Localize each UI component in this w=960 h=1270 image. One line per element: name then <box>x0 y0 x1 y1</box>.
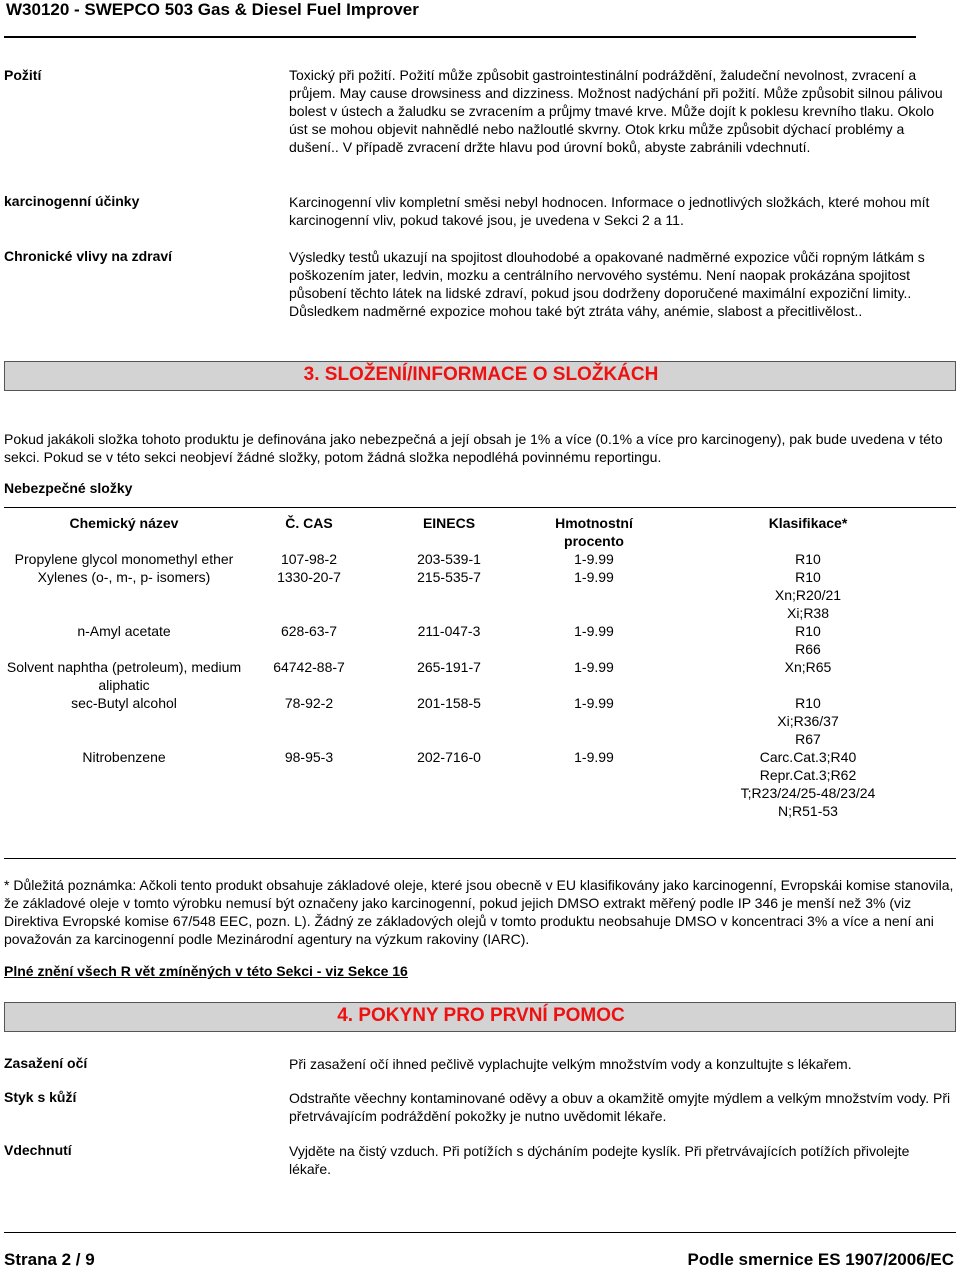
col-header-cas: Č. CAS <box>285 515 333 531</box>
class-line: T;R23/24/25-48/23/24 <box>740 785 876 801</box>
class-line: Xn;R20/21 <box>774 587 842 603</box>
text-skin-contact: Odstraňte věechny kontaminované oděvy a obuv a okamžitě omyjte mýdlem a velkým množstvím vody. Při přetrvávajícím podráždění pokožky je nutno uvědomit lékaře. <box>289 1090 951 1124</box>
table-header-row <box>4 514 952 550</box>
cell-classification <box>664 748 952 820</box>
label-eye-contact: Zasažení očí <box>4 1055 88 1071</box>
cell-classification <box>664 694 952 748</box>
class-line: R10 <box>795 695 821 711</box>
section-4-title: 4. POKYNY PRO PRVNÍ POMOC <box>337 1005 625 1026</box>
footer-rule <box>4 1232 956 1233</box>
section-3-intro: Pokud jakákoli složka tohoto produktu je definována jako nebezpečná a její obsah je 1% a více (0.1% a více pro karcinogeny), pak bude uvedena v této sekci. Pokud se v této sekci neobjeví žádné složky, potom žádná složka nepodléhá povinnému reportingu. <box>4 431 943 465</box>
cell-cas: 1330-20-7 <box>277 569 341 585</box>
cell-cas: 78-92-2 <box>284 695 334 711</box>
cell-weight: 1-9.99 <box>574 659 614 675</box>
table-row <box>4 550 952 568</box>
table-row <box>4 748 952 820</box>
text-eye-contact: Při zasažení očí ihned pečlivě vyplachujte velkým množstvím vody a konzultujte s lékařem. <box>289 1056 852 1072</box>
text-ingestion: Toxický při požití. Požití může způsobit gastrointestinální podráždění, žaludeční nevolnost, zvracení a průjem. May cause drowsiness and dizziness. Možnost nadýchání při požití. Může způsobit silnou pálivou bolest v ústech a žaludku se zvracením a průjmy tmavé krve. Může dojít k poklesu krevního tlaku. Okolo úst se mohou objevit nahnědlé nebo nažloutlé skvrny. Otok krku může způsobit dýchací problémy a dušení.. V případě zvracení držte hlavu pod úrovní boků, abyste zabránili vdechnutí. <box>289 67 943 155</box>
cell-cas: 628-63-7 <box>280 623 338 639</box>
cell-classification <box>664 658 952 694</box>
text-carcinogenic: Karcinogenní vliv kompletní směsi nebyl hodnocen. Informace o jednotlivých složkách, které mohou mít karcinogenní vliv, pokud takové jsou, je uvedena v Sekci 2 a 11. <box>289 194 930 228</box>
class-line: Xi;R38 <box>786 605 830 621</box>
cell-name: Solvent naphtha (petroleum), medium aliphatic <box>6 659 242 693</box>
cell-einecs: 265-191-7 <box>417 659 481 675</box>
cell-name: n-Amyl acetate <box>77 623 171 639</box>
cell-name: Propylene glycol monomethyl ether <box>14 551 234 567</box>
class-line: R66 <box>795 641 821 657</box>
col-header-einecs: EINECS <box>422 515 476 531</box>
text-inhalation: Vyjděte na čistý vzduch. Při potížích s dýcháním podejte kyslík. Při přetrvávajících potížích přivolejte lékaře. <box>289 1143 910 1177</box>
cell-einecs: 215-535-7 <box>417 569 481 585</box>
cell-name: Nitrobenzene <box>82 749 166 765</box>
hazardous-components-heading: Nebezpečné složky <box>4 480 133 496</box>
label-carcinogenic: karcinogenní účinky <box>4 193 140 209</box>
document-title: W30120 - SWEPCO 503 Gas & Diesel Fuel Improver <box>6 0 419 19</box>
cell-weight: 1-9.99 <box>574 551 614 567</box>
cell-einecs: 201-158-5 <box>417 695 481 711</box>
cell-cas: 64742-88-7 <box>273 659 345 675</box>
cell-weight: 1-9.99 <box>574 749 614 765</box>
col-header-weight: Hmotnostní procento <box>555 515 633 549</box>
cell-name: Xylenes (o-, m-, p- isomers) <box>37 569 211 585</box>
header-rule <box>4 36 916 38</box>
cell-classification <box>664 622 952 658</box>
table-top-rule <box>4 507 956 508</box>
table-row <box>4 568 952 622</box>
class-line: Xi;R36/37 <box>777 713 839 729</box>
cell-classification <box>664 568 952 622</box>
class-line: N;R51-53 <box>778 803 838 819</box>
label-skin-contact: Styk s kůží <box>4 1089 77 1105</box>
cell-weight: 1-9.99 <box>574 569 614 585</box>
classification-note: * Důležitá poznámka: Ačkoli tento produkt obsahuje základové oleje, které jsou obecně v EU klasifikovány jako karcinogenní, Evropskái komise stanovila, že základové oleje v tomto výrobku nemusí být označeny jako karcinogenní, pokud jejich DMSO extrakt měřený podle IP 346 je menší než 3% (viz Direktiva Evropské komise 67/548 EEC, pozn. L). Žádný ze základových olejů v tomto produktu neobsahuje DMSO v koncentraci 3% a více a není ani považován za karcinogenní podle Mezinárodní agentury na výzkum rakoviny (IARC). <box>4 877 954 947</box>
cell-einecs: 203-539-1 <box>417 551 481 567</box>
table-bottom-rule <box>4 858 956 859</box>
cell-cas: 107-98-2 <box>280 551 338 567</box>
label-chronic: Chronické vlivy na zdraví <box>4 248 173 264</box>
cell-einecs: 211-047-3 <box>417 623 481 639</box>
table-row <box>4 658 952 694</box>
class-line: Xn;R65 <box>784 659 832 675</box>
class-line: R10 <box>795 551 821 567</box>
label-ingestion: Požití <box>4 67 42 83</box>
r-phrases-reference-link[interactable]: Plné znění všech R vět zmíněných v této Sekci - viz Sekce 16 <box>4 963 408 979</box>
class-line: Repr.Cat.3;R62 <box>759 767 857 783</box>
table-row <box>4 694 952 748</box>
page-number: Strana 2 / 9 <box>4 1250 95 1269</box>
table-row <box>4 622 952 658</box>
class-line: R67 <box>795 731 821 747</box>
components-table <box>4 514 952 820</box>
section-3-header <box>4 361 956 391</box>
cell-classification <box>664 550 952 568</box>
cell-einecs: 202-716-0 <box>417 749 481 765</box>
cell-weight: 1-9.99 <box>574 623 614 639</box>
col-header-classification: Klasifikace* <box>768 515 848 531</box>
class-line: Carc.Cat.3;R40 <box>759 749 857 765</box>
label-inhalation: Vdechnutí <box>4 1142 72 1158</box>
cell-name: sec-Butyl alcohol <box>71 695 177 711</box>
text-chronic: Výsledky testů ukazují na spojitost dlouhodobé a opakované nadměrné expozice vůči ropným látkám s poškozením jater, ledvin, mozku a centrálního nervového systému. Není naopak prokázána spojitost působení těchto látek na lidské zdraví, pokud jsou dodrženy doporučené maximální expoziční limity.. Důsledkem nadměrné expozice mohou také být ztráta váhy, anémie, slabost a přecitlivělost.. <box>289 249 925 319</box>
regulation-reference: Podle smernice ES 1907/2006/EC <box>687 1250 954 1269</box>
class-line: R10 <box>795 569 821 585</box>
section-3-title: 3. SLOŽENÍ/INFORMACE O SLOŽKÁCH <box>303 364 659 385</box>
col-header-name: Chemický název <box>69 515 179 531</box>
cell-weight: 1-9.99 <box>574 695 614 711</box>
cell-cas: 98-95-3 <box>284 749 334 765</box>
class-line: R10 <box>795 623 821 639</box>
section-4-header <box>4 1002 956 1032</box>
